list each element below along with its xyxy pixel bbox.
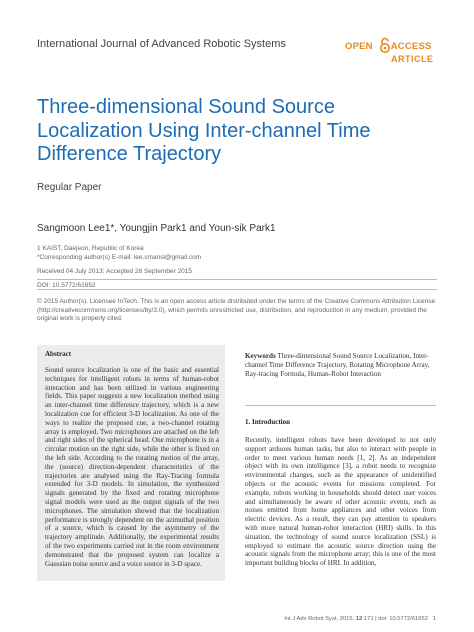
doi: DOI: 10.5772/61652 [37, 282, 96, 289]
author-list: Sangmoon Lee1*, Youngjin Park1 and Youn-sik Park1 [37, 223, 276, 234]
journal-name: International Journal of Advanced Robotic Systems [37, 38, 286, 50]
introduction-text: Recently, intelligent robots have been developed to not only support arduous human tasks, but also to interact with people in order to meet various human needs [1, 2]. As an independent object with its own intelligence [3], a robot needs to recognize environmental changes, such as the appearance of unidentified objects or the acoustic events for missions completed. For example, robots working in households should detect user voices and simultaneously be aware of other acoustic events, such as noises emitted from home appliances and other voices from electric devices. As a result, they can pay attention to speakers with more natural human-robot interaction (HRI) skills. In this situation, the technology of sound source localization (SSL) is employed to estimate the acoustic source direction using the acoustic signals from the microphone array; this is one of the most important building blocks of HRI. In addition, [245, 436, 436, 568]
abstract-text: Sound source localization is one of the basic and essential techniques for intelligent robots in terms of human-robot interaction and has been utilized in various engineering fields. This paper suggests a new localization method using an inter-channel time difference trajectory, which is a new localization cue for efficient 3-D localization. As one of the ways to realize the proposed cue, a two-channel rotating array is employed. Two microphones are attached on the left and right sides of the spherical head. One microphone is in a circular motion on the right side, while the other is fixed on the left side. According to the rotating motion of the array, the (source) direction-dependent characteristics of the trajectories are analysed using the Ray-Tracing formula extended for 3-D models. In simulation, the synthesized signals generated by the fixed and rotating microphone signal models were used as the output signals of the two microphones. The simulation showed that the localization performance is strongly dependent on the azimuthal position of a source, which is caused by the asymmetry of the trajectory amplitude. Additionally, the experimental results of the two experiments carried out in the room environment demonstrated that the proposed system can localize a Gaussian noise source and a voice source in 3-D space. [45, 366, 219, 568]
paper-title: Three-dimensional Sound Source Localization Using Inter-channel Time Difference Trajectory [37, 96, 371, 165]
divider [245, 405, 436, 406]
keywords-text: Three-dimensional Sound Source Localization, Inter-channel Time Difference Trajectory, Rotating Microphone Array, Ray-tracing Formula, Human-Robot Interaction [245, 352, 430, 378]
license-text: © 2015 Author(s). Licensee InTech. This is an open access article distributed under the terms of the Creative Commons Attribution License (http://creativecommons.org/licenses/by/3.0), which permits unrestricted use, distribution, and reproduction in any medium, provided the original work is properly cited. [37, 298, 436, 323]
divider [37, 289, 437, 290]
divider [37, 279, 437, 280]
keywords-block [245, 352, 435, 378]
open-lock-icon [378, 37, 392, 53]
abstract-heading: Abstract [45, 350, 72, 358]
page-number: 1 [432, 616, 436, 622]
paper-type: Regular Paper [37, 182, 102, 193]
corresponding-author: *Corresponding author(s) E-mail: lee.smansl@gmail.com [37, 254, 202, 261]
keywords-label: Keywords [245, 352, 276, 360]
page-footer: Int J Adv Robot Syst, 2015, 12:171 | doi: 10.5772/61652 1 [284, 616, 436, 622]
section-heading: 1. Introduction [245, 418, 290, 426]
article-label: ARTICLE [391, 54, 434, 64]
open-access-badge [345, 37, 455, 67]
open-access-line: OPEN ACCESS [345, 41, 432, 52]
received-dates: Received 04 July 2013; Accepted 28 September 2015 [37, 268, 193, 275]
affiliation: 1 KAIST, Daejeon, Republic of Korea [37, 245, 144, 252]
